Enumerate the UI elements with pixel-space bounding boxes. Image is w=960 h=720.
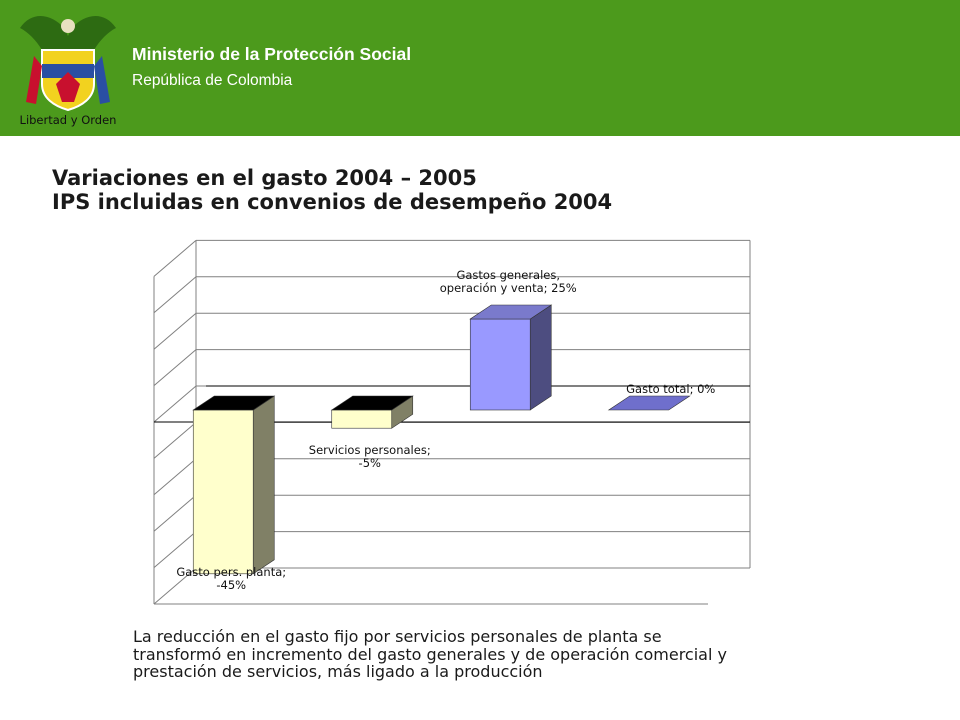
chart-bars — [193, 305, 690, 574]
side-wall-gridline — [154, 386, 196, 422]
bar-front-face — [470, 319, 530, 410]
data-label: Gasto pers. planta; — [176, 564, 287, 579]
data-label: Servicios personales; — [308, 443, 431, 458]
bar-front-face — [193, 410, 253, 574]
data-label: -45% — [216, 577, 247, 592]
data-label: operación y venta; 25% — [439, 281, 577, 295]
data-label: -5% — [358, 456, 381, 471]
bar-front-face — [332, 410, 392, 428]
side-wall-gridline — [154, 350, 196, 386]
data-label: Gastos generales, — [456, 268, 561, 282]
bar-3 — [470, 305, 551, 410]
bar-2 — [332, 396, 413, 428]
caption-line-1: La reducción en el gasto fijo por servicios personales de planta se — [133, 627, 662, 646]
side-wall-gridline — [154, 532, 196, 568]
title-line-1: Variaciones en el gasto 2004 – 2005 — [52, 166, 477, 190]
caption-line-3: prestación de servicios, más ligado a la producción — [133, 662, 543, 681]
bar-side-face — [530, 305, 551, 410]
title-line-2: IPS incluidas en convenios de desempeño 2004 — [52, 190, 613, 214]
chart-caption — [133, 628, 853, 681]
side-wall-gridline — [154, 240, 196, 276]
side-wall-gridline — [154, 422, 196, 458]
bar-1 — [193, 396, 274, 574]
side-wall-gridline — [154, 459, 196, 495]
caption-line-2: transformó en incremento del gasto generales y de operación comercial y — [133, 644, 727, 664]
side-wall-gridline — [154, 495, 196, 531]
ministry-name: Ministerio de la Protección Social — [132, 44, 412, 64]
logo-motto: Libertad y Orden — [19, 113, 117, 127]
republic-name: República de Colombia — [132, 72, 293, 89]
bar-side-face — [253, 396, 274, 574]
bar-4 — [609, 396, 690, 410]
side-wall-gridline — [154, 277, 196, 313]
bar-top-face — [609, 396, 690, 410]
side-wall-gridline — [154, 313, 196, 349]
data-label: Gasto total; 0% — [626, 382, 716, 396]
